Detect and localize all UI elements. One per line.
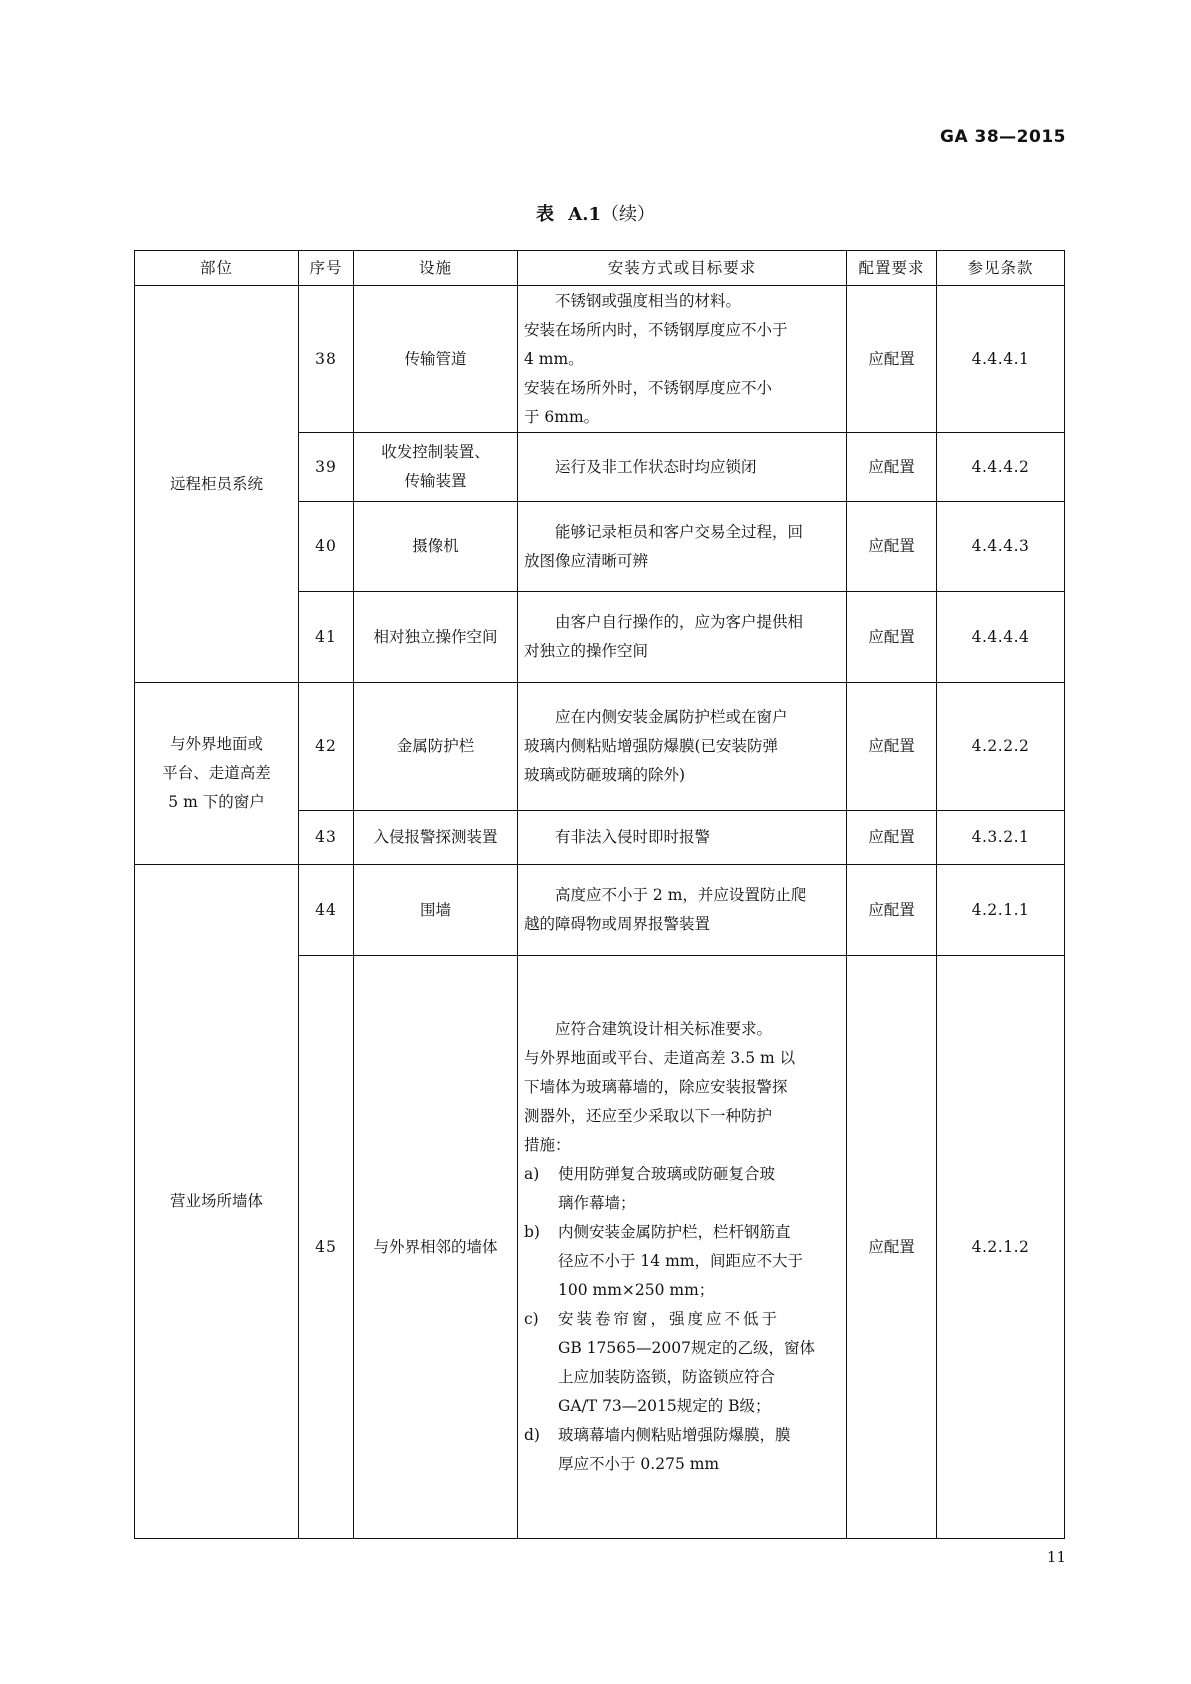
row-number: 43 — [299, 811, 354, 865]
config-cell: 应配置 — [847, 956, 937, 1539]
requirement-line: 应在内侧安装金属防护栏或在窗户 — [555, 708, 788, 726]
header-requirement: 安装方式或目标要求 — [518, 251, 847, 286]
requirement-cell — [518, 956, 847, 1539]
list-item-line: 玻璃幕墙内侧粘贴增强防爆膜，膜 — [558, 1426, 791, 1444]
table-row — [135, 286, 1065, 433]
reference-cell: 4.2.2.2 — [937, 683, 1065, 811]
facility-line: 收发控制装置、 — [381, 443, 490, 461]
row-number: 42 — [299, 683, 354, 811]
row-number: 40 — [299, 502, 354, 592]
list-item-label: b) — [524, 1223, 540, 1241]
requirement-line: 与外界地面或平台、走道高差 3.5 m 以 — [524, 1049, 796, 1067]
facility-cell: 摄像机 — [354, 502, 518, 592]
list-item-text — [558, 1305, 840, 1421]
list-item-label: c) — [524, 1310, 539, 1328]
facility-cell: 与外界相邻的墙体 — [354, 956, 518, 1539]
list-item-line: GB 17565—2007规定的乙级，窗体 — [558, 1339, 815, 1357]
facility-cell: 入侵报警探测装置 — [354, 811, 518, 865]
requirement-line: 4 mm。 — [524, 349, 584, 368]
location-cell: 营业场所墙体 — [135, 865, 299, 1539]
header-reference: 参见条款 — [937, 251, 1065, 286]
list-item-line: GA/T 73—2015规定的 B级； — [558, 1397, 771, 1415]
location-line: 5 m 下的窗户 — [168, 793, 265, 811]
requirement-cell — [518, 683, 847, 811]
list-item-text — [558, 1421, 840, 1479]
facility-cell — [354, 433, 518, 502]
row-number: 39 — [299, 433, 354, 502]
reference-cell: 4.4.4.2 — [937, 433, 1065, 502]
list-item-line: 100 mm×250 mm； — [558, 1281, 715, 1299]
requirement-cell — [518, 286, 847, 433]
list-item — [524, 1421, 840, 1479]
requirement-line: 能够记录柜员和客户交易全过程，回 — [555, 522, 804, 541]
reference-cell: 4.4.4.3 — [937, 502, 1065, 592]
list-item — [524, 1160, 840, 1218]
config-cell: 应配置 — [847, 811, 937, 865]
list-item-label: d) — [524, 1426, 540, 1444]
list-item-line: 内侧安装金属防护栏，栏杆钢筋直 — [558, 1223, 791, 1241]
list-item-text — [558, 1218, 840, 1305]
reference-cell: 4.2.1.2 — [937, 956, 1065, 1539]
list-item — [524, 1218, 840, 1305]
reference-cell: 4.2.1.1 — [937, 865, 1065, 956]
requirement-line: 于 6mm。 — [524, 407, 600, 426]
table-row — [135, 683, 1065, 811]
requirement-cell — [518, 811, 847, 865]
config-cell: 应配置 — [847, 433, 937, 502]
requirement-line: 对独立的操作空间 — [524, 642, 649, 660]
requirement-line: 由客户自行操作的，应为客户提供相 — [555, 613, 804, 631]
location-line: 平台、走道高差 — [162, 764, 271, 782]
requirement-cell — [518, 865, 847, 956]
location-cell — [135, 683, 299, 865]
row-number: 44 — [299, 865, 354, 956]
row-number: 38 — [299, 286, 354, 433]
config-cell: 应配置 — [847, 865, 937, 956]
row-number: 41 — [299, 592, 354, 683]
list-item-line: 厚应不小于 0.275 mm — [558, 1455, 720, 1473]
header-facility: 设施 — [354, 251, 518, 286]
header-location: 部位 — [135, 251, 299, 286]
list-item-line: 使用防弹复合玻璃或防砸复合玻 — [558, 1165, 776, 1183]
caption-prefix: 表 — [535, 204, 554, 225]
requirement-line: 有非法入侵时即时报警 — [555, 828, 711, 846]
requirement-line: 运行及非工作状态时均应锁闭 — [555, 457, 757, 476]
requirement-line: 玻璃内侧粘贴增强防爆膜(已安装防弹 — [524, 737, 779, 755]
requirement-line: 下墙体为玻璃幕墙的，除应安装报警探 — [524, 1078, 788, 1096]
requirement-cell — [518, 502, 847, 592]
caption-suffix: （续） — [601, 204, 656, 225]
reference-cell: 4.3.2.1 — [937, 811, 1065, 865]
list-item-line: 安装卷帘窗，强度应不低于 — [558, 1310, 781, 1328]
requirement-line: 安装在场所内时，不锈钢厚度应不小于 — [524, 320, 788, 339]
requirement-line: 越的障碍物或周界报警装置 — [524, 915, 711, 933]
standard-number: GA 38—2015 — [939, 127, 1066, 147]
requirement-line: 玻璃或防砸玻璃的除外) — [524, 766, 686, 784]
requirement-cell — [518, 592, 847, 683]
list-item-line: 上应加装防盗锁，防盗锁应符合 — [558, 1368, 776, 1386]
row-number: 45 — [299, 956, 354, 1539]
requirement-line: 高度应不小于 2 m，并应设置防止爬 — [555, 886, 807, 904]
reference-cell: 4.4.4.4 — [937, 592, 1065, 683]
table-row — [135, 865, 1065, 956]
caption-label: A.1 — [568, 204, 602, 225]
requirement-line: 放图像应清晰可辨 — [524, 551, 649, 570]
requirement-line: 措施： — [524, 1136, 571, 1154]
facility-cell: 传输管道 — [354, 286, 518, 433]
requirement-cell — [518, 433, 847, 502]
reference-cell: 4.4.4.1 — [937, 286, 1065, 433]
facility-line: 传输装置 — [404, 472, 467, 490]
requirements-table — [134, 250, 1065, 1539]
requirement-line: 不锈钢或强度相当的材料。 — [555, 291, 742, 310]
list-item-line: 径应不小于 14 mm，间距应不大于 — [558, 1252, 803, 1270]
header-config: 配置要求 — [847, 251, 937, 286]
list-item-text — [558, 1160, 840, 1218]
header-number: 序号 — [299, 251, 354, 286]
requirement-line: 安装在场所外时，不锈钢厚度应不小 — [524, 378, 773, 397]
list-item-label: a) — [524, 1165, 540, 1183]
config-cell: 应配置 — [847, 683, 937, 811]
list-item — [524, 1305, 840, 1421]
table-caption — [0, 200, 1191, 226]
facility-cell: 相对独立操作空间 — [354, 592, 518, 683]
facility-cell: 金属防护栏 — [354, 683, 518, 811]
config-cell: 应配置 — [847, 592, 937, 683]
location-cell: 远程柜员系统 — [135, 286, 299, 683]
page-number: 11 — [1046, 1548, 1066, 1566]
config-cell: 应配置 — [847, 502, 937, 592]
facility-cell: 围墙 — [354, 865, 518, 956]
config-cell: 应配置 — [847, 286, 937, 433]
list-item-line: 璃作幕墙； — [558, 1194, 636, 1212]
location-line: 与外界地面或 — [169, 735, 263, 753]
requirement-line: 测器外，还应至少采取以下一种防护 — [524, 1107, 773, 1125]
requirement-line: 应符合建筑设计相关标准要求。 — [555, 1020, 773, 1038]
table-header-row — [135, 251, 1065, 286]
